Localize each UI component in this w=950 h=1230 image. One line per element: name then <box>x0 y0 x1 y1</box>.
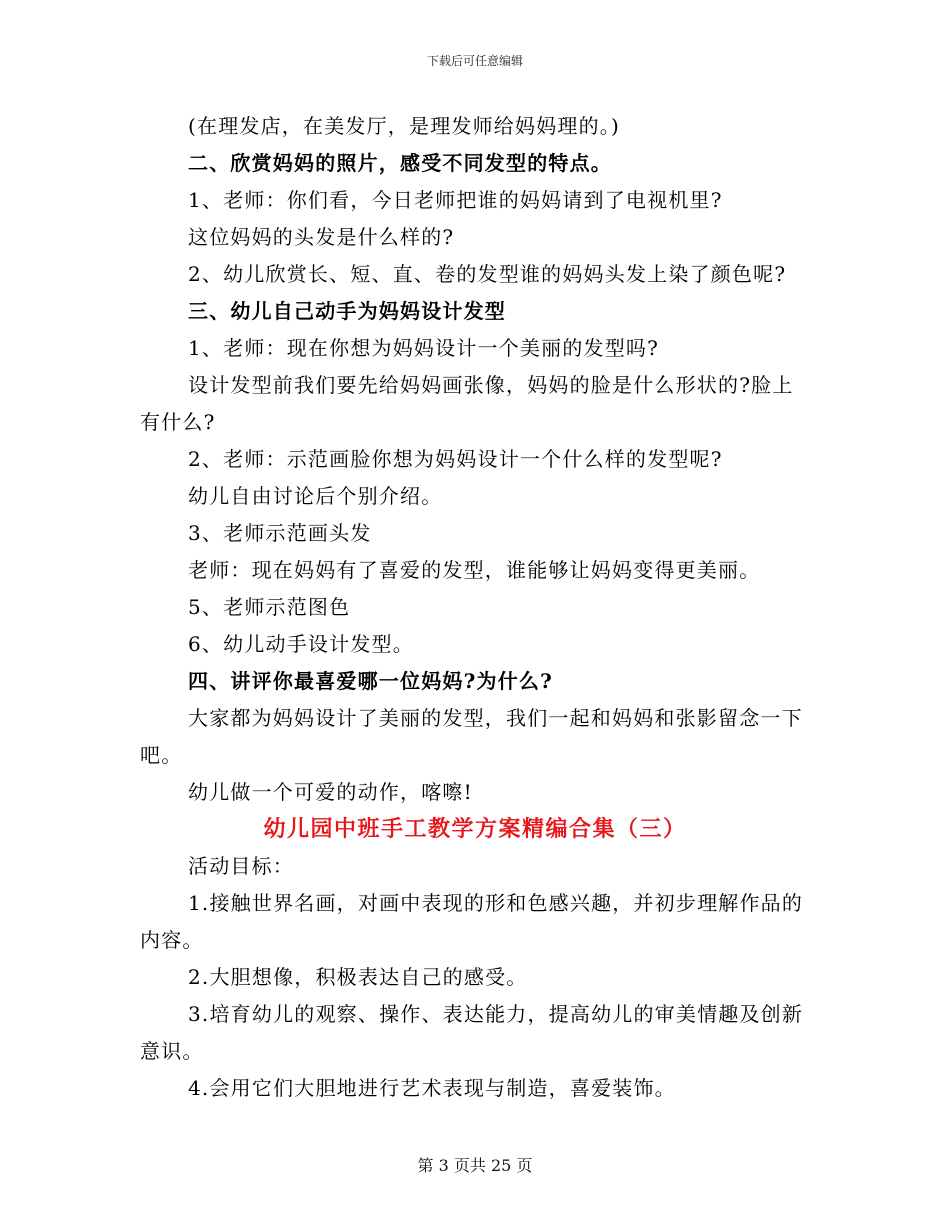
paragraph: 幼儿做一个可爱的动作，喀嚓! <box>188 780 473 804</box>
paragraph: 幼儿自由讨论后个别介绍。 <box>188 484 443 508</box>
section-heading: 二、欣赏妈妈的照片，感受不同发型的特点。 <box>188 151 612 175</box>
section-heading: 四、讲评你最喜爱哪一位妈妈?为什么? <box>188 669 554 693</box>
list-item: 4.会用它们大胆地进行艺术表现与制造，喜爱装饰。 <box>188 1076 676 1100</box>
list-item: 3.培育幼儿的观察、操作、表达能力，提高幼儿的审美情趣及创新意识。 <box>140 1002 804 1063</box>
section-heading: 三、幼儿自己动手为妈妈设计发型 <box>188 299 506 323</box>
page-header: 下载后可任意编辑 <box>426 54 523 68</box>
paragraph: 6、幼儿动手设计发型。 <box>188 632 414 656</box>
paragraph: 1、老师：你们看，今日老师把谁的妈妈请到了电视机里? <box>188 188 723 212</box>
list-item: 2.大胆想像，积极表达自己的感受。 <box>188 965 528 989</box>
document-body <box>140 108 810 1107</box>
paragraph: 2、老师：示范画脸你想为妈妈设计一个什么样的发型呢? <box>188 447 723 471</box>
paragraph: (在理发店，在美发厅，是理发师给妈妈理的。) <box>188 114 621 138</box>
paragraph: 这位妈妈的头发是什么样的? <box>188 225 455 249</box>
paragraph: 设计发型前我们要先给妈妈画张像，妈妈的脸是什么形状的?脸上有什么? <box>140 373 794 434</box>
paragraph: 5、老师示范图色 <box>188 595 351 619</box>
paragraph: 3、老师示范画头发 <box>188 521 372 545</box>
paragraph: 老师：现在妈妈有了喜爱的发型，谁能够让妈妈变得更美丽。 <box>188 558 761 582</box>
page-footer: 第 3 页共 25 页 <box>417 1156 533 1175</box>
paragraph: 活动目标： <box>188 854 294 878</box>
list-item: 1.接触世界名画，对画中表现的形和色感兴趣，并初步理解作品的内容。 <box>140 891 804 952</box>
paragraph: 2、幼儿欣赏长、短、直、卷的发型谁的妈妈头发上染了颜色呢? <box>188 262 787 286</box>
paragraph: 1、老师：现在你想为妈妈设计一个美丽的发型吗? <box>188 336 660 360</box>
section-title: 幼儿园中班手工教学方案精编合集（三） <box>263 816 687 842</box>
paragraph: 大家都为妈妈设计了美丽的发型，我们一起和妈妈和张影留念一下吧。 <box>140 706 803 767</box>
